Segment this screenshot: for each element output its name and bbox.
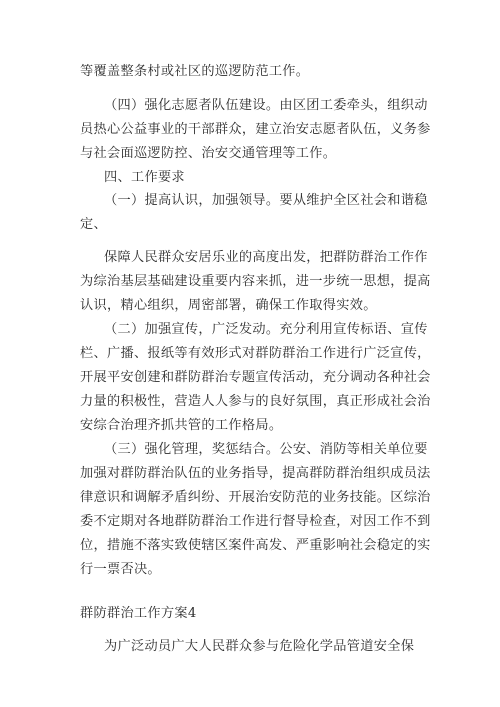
paragraph-line: 加强对群防群治队伍的业务指导，提高群防群治组织成员法 (80, 466, 431, 481)
section-heading: 四、工作要求 (104, 170, 185, 185)
paragraph-line: 为广泛动员广大人民群众参与危险化学品管道安全保 (104, 639, 415, 654)
paragraph-line: 安综合治理齐抓共管的工作格局。 (80, 418, 283, 433)
paragraph-line: 位，措施不落实致使辖区案件高发、严重影响社会稳定的实 (80, 538, 431, 553)
paragraph-line: 等覆盖整条村或社区的巡逻防范工作。 (80, 64, 310, 79)
paragraph-line: 保障人民群众安居乐业的高度出发，把群防群治工作作 (104, 250, 428, 265)
paragraph-line: 力量的积极性，营造人人参与的良好氛围，真正形成社会治 (80, 394, 431, 409)
paragraph-line: （四）强化志愿者队伍建设。由区团工委牵头，组织动 (104, 98, 428, 113)
paragraph-line: 开展平安创建和群防群治专题宣传活动，充分调动各种社会 (80, 370, 431, 385)
paragraph-line: 与社会面巡逻防控、治安交通管理等工作。 (80, 146, 337, 161)
paragraph-line: 栏、广播、报纸等有效形式对群防群治工作进行广泛宣传， (80, 346, 431, 361)
paragraph-line: 员热心公益事业的干部群众，建立治安志愿者队伍，义务参 (80, 122, 431, 137)
paragraph-line: 行一票否决。 (80, 562, 161, 577)
section-title: 群防群治工作方案4 (80, 606, 197, 621)
paragraph-line: 委不定期对各地群防群治工作进行督导检查，对因工作不到 (80, 514, 431, 529)
paragraph-line: 律意识和调解矛盾纠纷、开展治安防范的业务技能。区综治 (80, 490, 431, 505)
paragraph-line: （三）强化管理，奖惩结合。公安、消防等相关单位要 (104, 442, 428, 457)
paragraph-line: 为综治基层基础建设重要内容来抓，进一步统一思想，提高 (80, 274, 431, 289)
paragraph-line: （二）加强宣传，广泛发动。充分利用宣传标语、宣传 (104, 322, 428, 337)
paragraph-line: （一）提高认识，加强领导。要从维护全区社会和谐稳 (104, 193, 428, 208)
paragraph-line: 认识，精心组织，周密部署，确保工作取得实效。 (80, 298, 377, 313)
paragraph-line: 定、 (80, 217, 107, 232)
